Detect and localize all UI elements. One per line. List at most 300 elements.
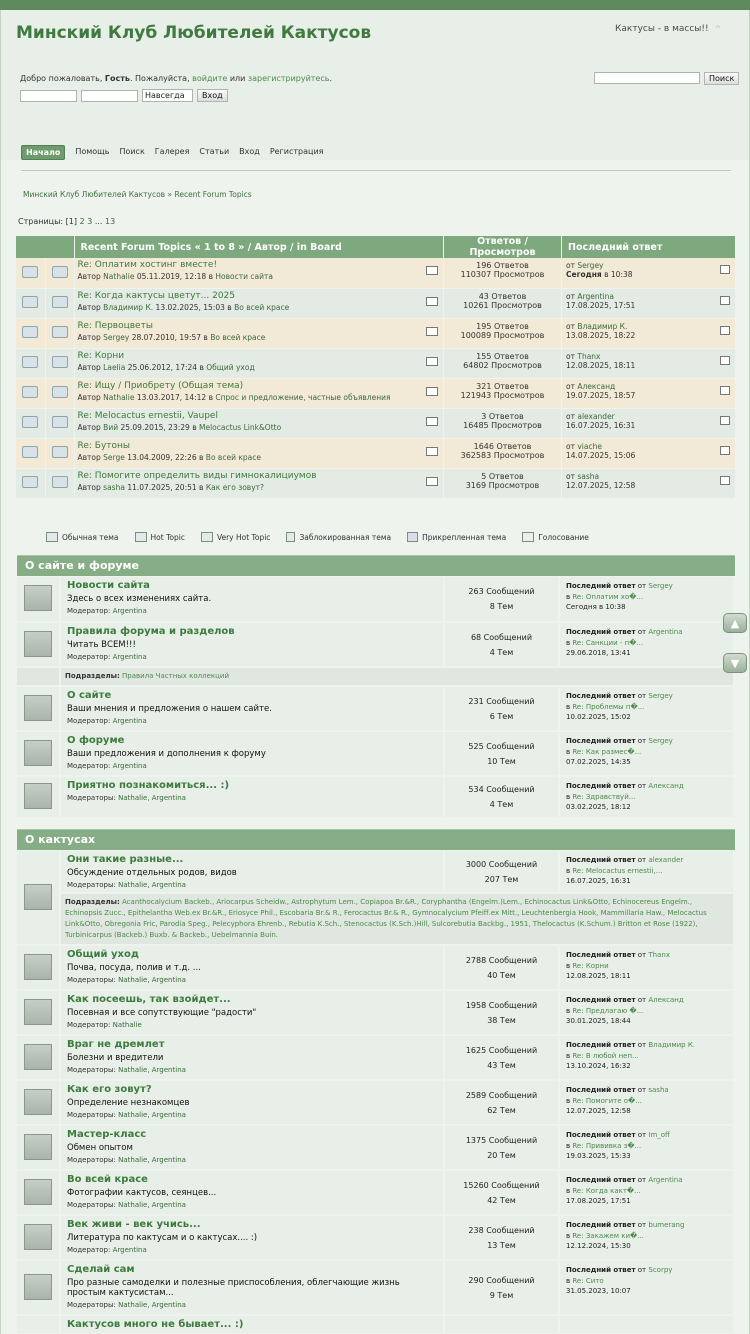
moderator-links[interactable]: Argentina bbox=[112, 717, 147, 725]
board-moderators bbox=[67, 976, 437, 984]
board-topics: 10 Тем bbox=[487, 756, 516, 766]
topic-last-cell bbox=[562, 408, 736, 438]
moderator-links[interactable]: Nathalie, Argentina bbox=[118, 1301, 186, 1309]
topic-title-link[interactable]: Re: Когда кактусы цветут... 2025 bbox=[77, 290, 235, 301]
last-poster-link[interactable]: Sergey bbox=[577, 261, 604, 270]
menu-item-articles[interactable]: Статьи bbox=[199, 147, 230, 156]
board-row bbox=[17, 945, 734, 990]
menu-item-help[interactable]: Помощь bbox=[75, 147, 110, 156]
last-topic-line bbox=[566, 638, 727, 649]
moderator-label: Модераторы: bbox=[67, 1111, 116, 1119]
topic-stats-cell bbox=[444, 348, 562, 378]
board-row bbox=[17, 577, 734, 622]
last-poster-link[interactable]: sasha bbox=[577, 471, 600, 481]
topic-board-link[interactable]: Melocactus Link&Otto bbox=[199, 422, 282, 432]
topic-board-link[interactable]: Как его зовут? bbox=[205, 482, 265, 492]
board-description: Обмен опытом bbox=[67, 1143, 133, 1153]
board-name-link[interactable]: Век живи - век учись... bbox=[67, 1219, 201, 1230]
topic-title-link[interactable]: Re: Корни bbox=[77, 350, 125, 361]
last-post-icon[interactable] bbox=[720, 386, 730, 395]
topic-replies: 43 Ответов bbox=[478, 291, 527, 301]
board-topics: 8 Тем bbox=[489, 602, 514, 611]
board-last-cell bbox=[559, 1170, 734, 1215]
topic-pages-icon[interactable] bbox=[426, 387, 438, 396]
in-label: в bbox=[566, 702, 571, 711]
menu-item-home[interactable]: Начало bbox=[21, 145, 65, 160]
last-post-icon[interactable] bbox=[720, 356, 730, 365]
topic-meta bbox=[78, 333, 441, 342]
topic-title-link[interactable]: Re: Бутоны bbox=[77, 440, 131, 451]
topic-status-cell bbox=[16, 468, 45, 498]
moderator-links[interactable]: Argentina bbox=[112, 1246, 147, 1254]
board-row bbox=[17, 1215, 734, 1260]
menu-item-register[interactable]: Регистрация bbox=[269, 147, 324, 156]
board-posts: 290 Сообщений bbox=[468, 1275, 535, 1285]
moderator-links[interactable]: Nathalie, Argentina bbox=[118, 1201, 186, 1209]
main-menu bbox=[21, 145, 323, 160]
board-name-link[interactable]: О сайте bbox=[67, 690, 112, 701]
board-icon bbox=[24, 631, 52, 657]
last-topic-link[interactable]: Re: Melocactus ernestii,... bbox=[572, 866, 663, 875]
moderator-links[interactable]: Argentina bbox=[112, 762, 147, 770]
topic-author-link[interactable]: Serge bbox=[103, 452, 125, 462]
last-topic-link[interactable]: Re: Закажем ки�... bbox=[572, 1231, 644, 1240]
moderator-links[interactable]: Nathalie, Argentina bbox=[118, 976, 186, 984]
last-reply-label: Последний ответ bbox=[566, 582, 636, 590]
topic-author-link[interactable]: Nathalie bbox=[103, 272, 135, 281]
board-name-link[interactable]: Во всей красе bbox=[67, 1174, 148, 1185]
last-topic-link[interactable]: Re: В любой неп... bbox=[572, 1051, 639, 1060]
moderator-links[interactable]: Nathalie, Argentina bbox=[118, 794, 186, 802]
last-date-line bbox=[566, 421, 731, 430]
last-poster-link[interactable]: Александ bbox=[577, 381, 616, 391]
topic-board-link[interactable]: Новости сайта bbox=[215, 272, 273, 281]
lock-icon bbox=[286, 532, 295, 542]
site-slogan: Кактусы - в массы!! bbox=[615, 24, 709, 34]
from-label: от bbox=[566, 351, 575, 361]
last-topic-link[interactable]: Re: Сито bbox=[572, 1276, 604, 1285]
board-name-link[interactable]: Они такие разные... bbox=[67, 854, 184, 865]
topic-author-link[interactable]: Nathalie bbox=[103, 392, 135, 402]
topic-last-cell bbox=[562, 258, 736, 288]
board-icon bbox=[24, 1134, 52, 1160]
board-icon-cell bbox=[17, 1125, 60, 1170]
last-by-line bbox=[566, 352, 731, 361]
topic-status-cell bbox=[16, 348, 45, 378]
recent-topics-table bbox=[16, 236, 736, 499]
legend-veryhot bbox=[201, 532, 271, 542]
topic-status-icon bbox=[22, 446, 38, 458]
board-moderators bbox=[67, 1301, 437, 1309]
in-label: в bbox=[566, 747, 571, 756]
last-by-line bbox=[566, 412, 731, 421]
board-stats-cell bbox=[444, 686, 559, 731]
board-moderators bbox=[67, 607, 437, 615]
topic-board-link[interactable]: Во всей красе bbox=[210, 332, 266, 342]
scroll-bottom-button[interactable]: ▼ bbox=[723, 653, 747, 673]
subforums-spacer bbox=[17, 667, 60, 686]
last-topic-line bbox=[566, 1006, 727, 1017]
page-2-link[interactable]: 2 bbox=[79, 217, 85, 226]
topic-pages-icon[interactable] bbox=[426, 297, 438, 306]
board-description: Посевная и все сопутствующие "радости" bbox=[67, 1008, 257, 1018]
moderator-links[interactable]: Nathalie, Argentina bbox=[118, 881, 186, 889]
board-name-link[interactable]: Как посеешь, так взойдет... bbox=[67, 994, 231, 1005]
board-row bbox=[17, 1260, 734, 1315]
last-topic-link[interactable]: Re: Санкции - п�... bbox=[572, 638, 644, 647]
board-name-link[interactable]: Правила форума и разделов bbox=[67, 626, 235, 637]
last-by-line bbox=[566, 1085, 727, 1096]
board-stats-cell bbox=[444, 1125, 559, 1170]
board-name-link[interactable]: Враг не дремлет bbox=[67, 1039, 165, 1050]
board-stats-cell bbox=[444, 851, 559, 893]
board-topics: 20 Тем bbox=[487, 1150, 516, 1160]
legend-locked bbox=[286, 532, 391, 542]
topic-board-link[interactable]: Во всей красе bbox=[205, 452, 261, 462]
last-by-line bbox=[566, 995, 727, 1006]
topic-replies: 5 Ответов bbox=[481, 471, 524, 481]
last-topic-link[interactable]: Re: Когда какт�... bbox=[572, 1186, 641, 1195]
last-topic-line bbox=[566, 961, 727, 972]
board-row bbox=[17, 1125, 734, 1170]
in-label: в bbox=[192, 422, 197, 432]
board-icon bbox=[24, 884, 52, 910]
board-last-cell bbox=[559, 1215, 734, 1260]
from-label: от bbox=[637, 1041, 647, 1049]
board-stats-cell bbox=[444, 1215, 559, 1260]
topic-subject-cell bbox=[74, 468, 444, 498]
last-date-line bbox=[566, 361, 731, 370]
board-description: Здесь о всех изменениях сайта. bbox=[67, 594, 212, 604]
from-label: от bbox=[637, 782, 647, 790]
moderator-links[interactable]: Nathalie bbox=[112, 1021, 142, 1029]
topic-replies: 1646 Ответов bbox=[473, 441, 532, 451]
from-label: от bbox=[637, 1266, 647, 1274]
board-name-link[interactable]: Кактусов много не бывает... :) bbox=[67, 1319, 244, 1330]
topic-type-icon bbox=[52, 386, 68, 398]
board-info-cell bbox=[60, 990, 444, 1035]
board-row bbox=[17, 731, 734, 776]
last-poster-link[interactable]: Sergey bbox=[648, 582, 673, 590]
topic-status-icon bbox=[22, 476, 38, 488]
from-label: от bbox=[637, 951, 647, 959]
board-stats-cell bbox=[444, 1080, 559, 1125]
last-topic-line bbox=[566, 702, 727, 713]
board-icon bbox=[24, 1044, 52, 1070]
last-reply-label: Последний ответ bbox=[566, 628, 636, 636]
from-label: от bbox=[566, 291, 575, 301]
top-bar bbox=[0, 0, 750, 10]
legend-normal bbox=[46, 532, 119, 542]
last-poster-link[interactable]: Sergey bbox=[648, 737, 673, 745]
breadcrumb-home[interactable]: Минский Клуб Любителей Кактусов bbox=[23, 190, 166, 199]
board-icon bbox=[24, 1179, 52, 1205]
last-topic-link[interactable]: Re: Предлагаю �... bbox=[572, 1006, 644, 1015]
last-poster-link[interactable]: bumerang bbox=[648, 1221, 685, 1229]
last-reply-label: Последний ответ bbox=[566, 1131, 636, 1139]
board-posts: 2589 Сообщений bbox=[465, 1090, 538, 1100]
topic-board-link[interactable]: Во всей красе bbox=[234, 302, 290, 312]
board-moderators bbox=[67, 881, 437, 889]
breadcrumb bbox=[23, 190, 252, 199]
from-label: от bbox=[637, 1221, 647, 1229]
menu-item-search[interactable]: Поиск bbox=[119, 147, 145, 156]
from-label: от bbox=[637, 1176, 647, 1184]
last-topic-link[interactable]: Re: Помогите о�... bbox=[572, 1096, 642, 1105]
last-by-line bbox=[566, 1265, 727, 1276]
last-poster-link[interactable]: Sergey bbox=[648, 692, 673, 700]
from-label: от bbox=[566, 381, 575, 391]
last-poster-link[interactable]: Scorpy bbox=[648, 1266, 673, 1274]
topic-title-link[interactable]: Re: Ищу / Приобрету (Общая тема) bbox=[77, 380, 244, 391]
topic-subject-cell bbox=[74, 378, 444, 408]
board-posts: 15260 Сообщений bbox=[463, 1180, 540, 1190]
in-label: в bbox=[566, 792, 571, 801]
moderator-links[interactable]: Nathalie, Argentina bbox=[118, 1156, 186, 1164]
topic-pages-icon[interactable] bbox=[426, 417, 438, 426]
moderator-links[interactable]: Nathalie, Argentina bbox=[118, 1111, 186, 1119]
topic-pages-icon[interactable] bbox=[426, 447, 438, 456]
board-posts: 525 Сообщений bbox=[468, 741, 535, 751]
board-last-cell bbox=[559, 731, 734, 776]
topic-title-link[interactable]: Re: Помогите определить виды гимнокалициумов bbox=[77, 470, 317, 481]
board-stats-cell bbox=[444, 990, 559, 1035]
very-hot-topic-icon bbox=[201, 532, 213, 542]
board-row-partial bbox=[17, 1315, 734, 1334]
topics-sort-links[interactable]: / Автор / in Board bbox=[247, 241, 342, 253]
last-reply-label: Последний ответ bbox=[566, 1041, 636, 1049]
category-header-cacti[interactable]: О кактусах bbox=[17, 829, 735, 850]
last-poster-link[interactable]: Thanx bbox=[577, 351, 601, 361]
topic-status-cell bbox=[16, 408, 45, 438]
last-post-icon[interactable] bbox=[720, 296, 730, 305]
board-moderators bbox=[67, 794, 437, 802]
login-link[interactable]: войдите bbox=[192, 74, 228, 83]
topic-title-link[interactable]: Re: Оплатим хостинг вместе! bbox=[77, 260, 218, 270]
session-duration-select[interactable]: Навсегда bbox=[142, 89, 193, 102]
topic-status-cell bbox=[16, 378, 45, 408]
poll-icon bbox=[522, 532, 534, 542]
board-name-link[interactable]: Новости сайта bbox=[67, 580, 150, 591]
topic-views: 362583 Просмотров bbox=[460, 450, 545, 460]
last-post-date: 19.03.2025, 15:33 bbox=[566, 1152, 631, 1160]
from-label: от bbox=[566, 411, 575, 421]
last-poster-link[interactable]: Владимир К. bbox=[577, 321, 628, 331]
site-title[interactable]: Минский Клуб Любителей Кактусов bbox=[16, 23, 372, 43]
search-input[interactable] bbox=[594, 72, 700, 84]
topic-title-link[interactable]: Re: Melocactus ernestii, Vaupel bbox=[77, 410, 218, 421]
board-info-cell bbox=[60, 1080, 444, 1125]
last-poster-link[interactable]: Argentina bbox=[648, 1176, 683, 1184]
topic-stats-cell bbox=[444, 408, 562, 438]
welcome-or: или bbox=[229, 74, 246, 83]
register-link[interactable]: зарегистрируйтесь bbox=[247, 74, 330, 83]
scroll-top-button[interactable]: ▲ bbox=[723, 613, 747, 633]
last-poster-link[interactable]: Argentina bbox=[577, 291, 614, 301]
topic-board-link[interactable]: Спрос и предложение, частные объявления bbox=[215, 392, 391, 402]
topic-type-cell bbox=[45, 258, 74, 288]
last-topic-link[interactable]: Re: Здравствуй... bbox=[572, 792, 636, 801]
topic-title-link[interactable]: Re: Первоцветы bbox=[77, 320, 153, 331]
board-icon bbox=[24, 740, 52, 766]
menu-item-login[interactable]: Вход bbox=[239, 147, 260, 156]
page-3-link[interactable]: 3 bbox=[87, 217, 93, 226]
username-input[interactable] bbox=[20, 90, 77, 102]
last-topic-link[interactable]: Re: Прививка з�... bbox=[572, 1141, 642, 1150]
last-poster-link[interactable]: Александ bbox=[648, 782, 684, 790]
search-button[interactable]: Поиск bbox=[704, 72, 739, 85]
topic-replies: 321 Ответов bbox=[476, 381, 529, 391]
password-input[interactable] bbox=[81, 90, 138, 102]
topic-stats-cell bbox=[444, 438, 562, 468]
topic-type-cell bbox=[45, 348, 74, 378]
board-info-cell bbox=[60, 731, 444, 776]
topic-pages-icon[interactable] bbox=[426, 477, 438, 486]
last-poster-link[interactable]: viache bbox=[577, 441, 602, 451]
last-by-line bbox=[566, 1040, 727, 1051]
topic-board-link[interactable]: Общий уход bbox=[206, 362, 255, 372]
board-description: Ваши мнения и предложения о нашем сайте. bbox=[67, 704, 272, 714]
pagination bbox=[18, 217, 115, 226]
board-info-cell bbox=[60, 776, 444, 818]
board-info-cell bbox=[60, 622, 444, 667]
topic-views: 3169 Просмотров bbox=[465, 480, 540, 490]
board-last-cell bbox=[559, 776, 734, 818]
board-icon bbox=[24, 695, 52, 721]
topic-pages-icon[interactable] bbox=[426, 327, 438, 336]
last-post-icon[interactable] bbox=[720, 265, 730, 274]
board-topics: 38 Тем bbox=[487, 1015, 516, 1025]
board-name-link[interactable]: Сделай сам bbox=[67, 1264, 135, 1275]
topic-pages-icon[interactable] bbox=[426, 266, 438, 275]
from-label: от bbox=[637, 582, 647, 590]
board-description: Болезни и вредители bbox=[67, 1053, 164, 1063]
board-stats-cell bbox=[444, 731, 559, 776]
topic-stats-cell bbox=[444, 318, 562, 348]
from-label: от bbox=[637, 737, 647, 745]
pin-icon bbox=[407, 532, 418, 542]
moderator-links[interactable]: Argentina bbox=[112, 607, 147, 615]
last-poster-link[interactable]: Александ bbox=[648, 996, 684, 1004]
last-topic-link[interactable]: Re: Как размес�... bbox=[572, 747, 642, 756]
topic-author-link[interactable]: Sergey bbox=[103, 332, 130, 342]
topic-last-cell bbox=[562, 378, 736, 408]
last-poster-link[interactable]: Владимир К. bbox=[648, 1041, 696, 1049]
topic-author-link[interactable]: Владимир К. bbox=[103, 302, 154, 312]
board-name-link[interactable]: Как его зовут? bbox=[67, 1084, 152, 1095]
last-poster-link[interactable]: sasha bbox=[648, 1086, 669, 1094]
header-last[interactable]: Последний ответ bbox=[562, 236, 736, 258]
topic-views: 10261 Просмотров bbox=[463, 300, 542, 310]
author-label: Автор bbox=[77, 392, 101, 402]
legend-locked-label: Заблокированная тема bbox=[299, 532, 392, 542]
hot-topic-icon bbox=[135, 532, 147, 542]
page-last-link[interactable]: 13 bbox=[105, 217, 116, 226]
last-post-icon[interactable] bbox=[720, 326, 730, 335]
board-row bbox=[17, 990, 734, 1035]
topic-row bbox=[16, 408, 736, 438]
last-by-line bbox=[566, 1130, 727, 1141]
last-post-time: в 10:38 bbox=[604, 270, 633, 279]
login-button[interactable]: Вход bbox=[197, 89, 228, 102]
last-by-line bbox=[566, 627, 727, 638]
last-poster-link[interactable]: alexander bbox=[648, 856, 684, 864]
last-topic-link[interactable]: Re: Оплатим хо�... bbox=[572, 592, 644, 601]
last-date-line bbox=[566, 301, 731, 310]
board-name-link[interactable]: Общий уход bbox=[67, 949, 139, 960]
last-date-line bbox=[566, 391, 731, 400]
last-poster-link[interactable]: Im_off bbox=[648, 1131, 670, 1139]
last-poster-link[interactable]: Thanx bbox=[648, 951, 670, 959]
collapse-header-icon[interactable]: ⌃ bbox=[713, 23, 724, 37]
author-label: Автор bbox=[77, 482, 101, 492]
in-label: в bbox=[566, 1096, 571, 1105]
last-poster-link[interactable]: alexander bbox=[577, 411, 615, 421]
board-moderators bbox=[67, 1246, 437, 1254]
board-moderators bbox=[67, 1156, 437, 1164]
header-stats[interactable]: Ответов / Просмотров bbox=[444, 236, 562, 258]
author-label: Автор bbox=[77, 422, 101, 432]
last-topic-link[interactable]: Re: Проблемы п�... bbox=[572, 702, 645, 711]
last-reply-label: Последний ответ bbox=[566, 692, 636, 700]
last-poster-link[interactable]: Argentina bbox=[648, 628, 683, 636]
topic-type-cell bbox=[45, 318, 74, 348]
board-name-link[interactable]: Мастер-класс bbox=[67, 1129, 147, 1140]
category-header-site[interactable]: О сайте и форуме bbox=[17, 555, 735, 576]
from-label: от bbox=[637, 1086, 647, 1094]
menu-item-gallery[interactable]: Галерея bbox=[154, 147, 190, 156]
topic-author-link[interactable]: Вий bbox=[103, 422, 119, 432]
in-label: в bbox=[208, 272, 213, 281]
subforum-links[interactable]: Acanthocalycium Backeb., Ariocarpus Scheidw., Astrophytum Lem., Copiapoa Br.&R., Coryphantha (Engelm.)Lem., Echinocactus Link&Otto, Echinocereus Engelm., Echinopsis Zucc., Epithelantha Web.ex Br.&R., Eriosyce Phil., Escobaria Br.& R., Ferocactus Br.& R., Gymnocalycium Pfeiff.ex Mitt., Leuchtenbergia Hook, Mammillaria Haw., Melocactus Link&Otto, Obregonia Fric, Parodia Speg., Pelecyphora Ehrenb., Rebutia K.Sch., Stenocactus (K.Sch.)Hill, Sulcorebutia Backbg., 1951, Thelocactus (K.Schum.) Britton et Rose (1922), Turbinicarpus (Backeb.) Buxb. & Backeb., Uebelmannia Buin. bbox=[65, 898, 707, 939]
topics-range[interactable]: « 1 to 8 » bbox=[194, 241, 245, 253]
in-label: в bbox=[566, 592, 571, 601]
last-topic-link[interactable]: Re: Корни bbox=[572, 961, 609, 970]
last-post-icon[interactable] bbox=[720, 446, 730, 455]
topic-author-link[interactable]: sasha bbox=[103, 482, 125, 492]
topic-type-icon bbox=[52, 476, 68, 488]
subforums-label: Подразделы: bbox=[65, 672, 120, 680]
board-topics: 62 Тем bbox=[487, 1105, 516, 1115]
moderator-links[interactable]: Argentina bbox=[112, 653, 147, 661]
welcome-mid: . Пожалуйста, bbox=[129, 74, 190, 83]
board-last-cell bbox=[559, 577, 734, 622]
divider bbox=[21, 170, 731, 171]
last-post-icon[interactable] bbox=[720, 416, 730, 425]
in-label: в bbox=[566, 1276, 571, 1285]
last-post-date: 17.08.2025, 17:51 bbox=[566, 1197, 631, 1205]
topic-pages-icon[interactable] bbox=[426, 357, 438, 366]
last-post-icon[interactable] bbox=[720, 476, 730, 485]
board-icon bbox=[24, 999, 52, 1025]
board-name-link[interactable]: Приятно познакомиться... :) bbox=[67, 780, 230, 791]
topic-type-cell bbox=[45, 288, 74, 318]
board-name-link[interactable]: О форуме bbox=[67, 735, 125, 746]
topic-views: 100089 Просмотров bbox=[460, 330, 545, 340]
last-by-line bbox=[566, 442, 731, 451]
last-by-line bbox=[566, 950, 727, 961]
topic-author-link[interactable]: Laelia bbox=[103, 362, 126, 372]
moderator-links[interactable]: Nathalie, Argentina bbox=[118, 1066, 186, 1074]
topic-status-icon bbox=[22, 386, 38, 398]
topic-subject-cell bbox=[74, 318, 444, 348]
breadcrumb-current[interactable]: Recent Forum Topics bbox=[174, 190, 252, 199]
topic-status-cell bbox=[16, 258, 45, 288]
topic-date: 13.04.2009, 22:26 bbox=[127, 452, 197, 462]
subforum-links[interactable]: Правила Частных коллекций bbox=[122, 672, 230, 680]
topic-views: 64802 Просмотров bbox=[463, 360, 542, 370]
topic-date: 25.06.2012, 17:24 bbox=[127, 362, 198, 372]
